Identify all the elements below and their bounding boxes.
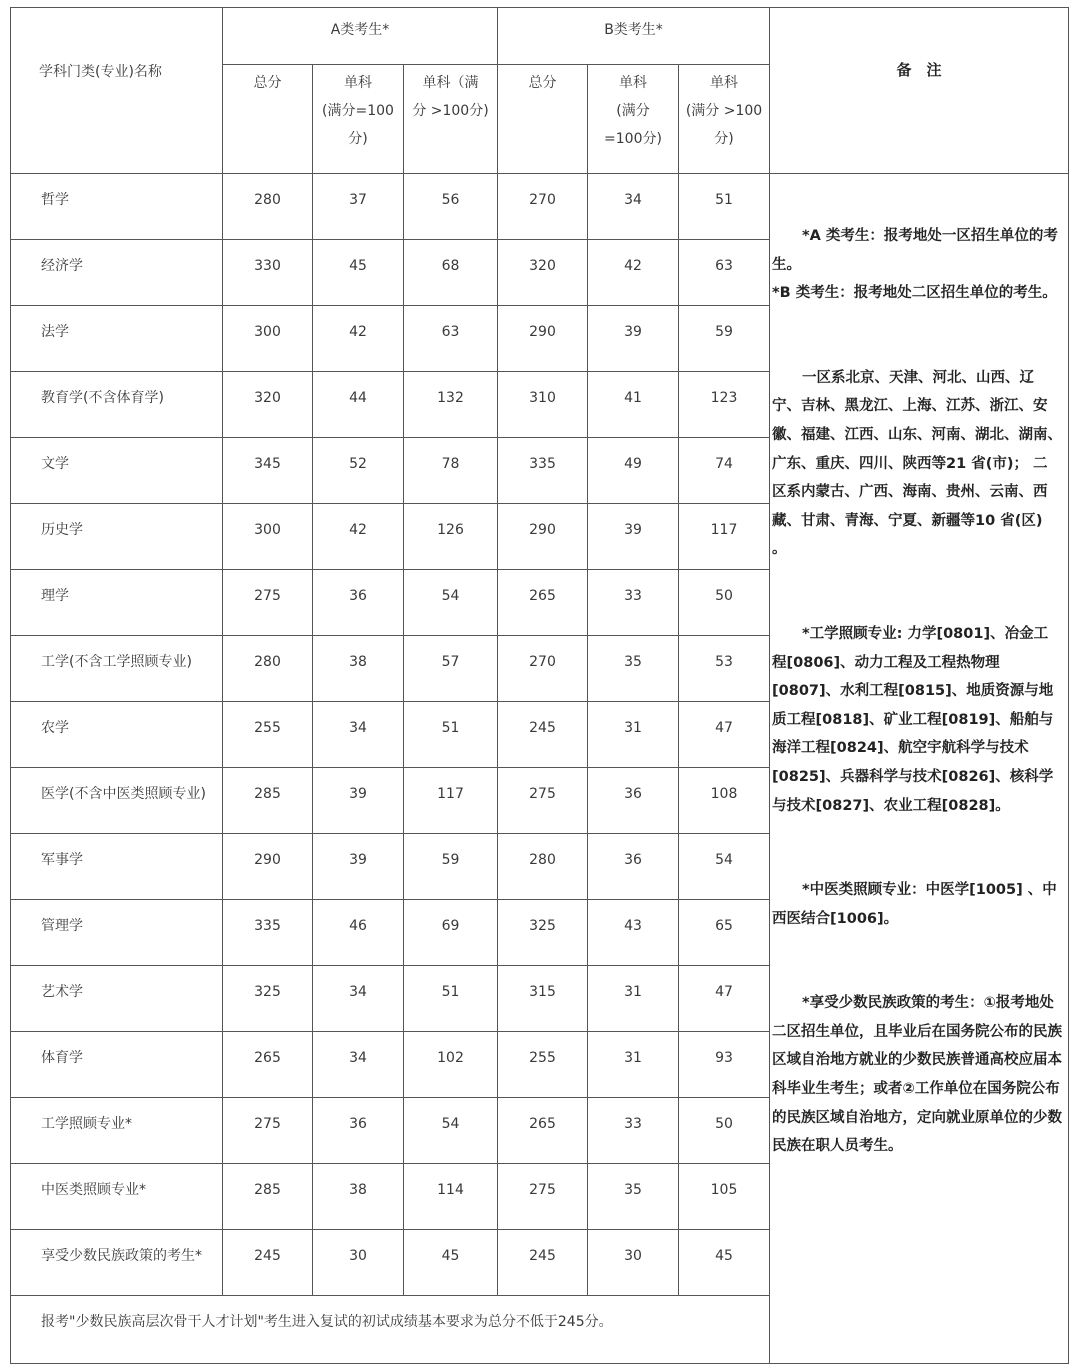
score-cell: 69 — [404, 900, 498, 966]
score-cell: 300 — [223, 504, 313, 570]
footer-note: 报考"少数民族高层次骨干人才计划"考生进入复试的初试成绩基本要求为总分不低于245分。 — [11, 1296, 770, 1364]
score-cell: 38 — [313, 1164, 404, 1230]
score-cell: 290 — [223, 834, 313, 900]
score-cell: 31 — [588, 966, 679, 1032]
group-b-header: B类考生* — [498, 8, 770, 65]
score-cell: 50 — [679, 570, 770, 636]
score-cell: 33 — [588, 1098, 679, 1164]
score-cell: 78 — [404, 438, 498, 504]
score-cell: 57 — [404, 636, 498, 702]
score-cell: 49 — [588, 438, 679, 504]
score-cell: 39 — [588, 504, 679, 570]
score-cell: 54 — [404, 1098, 498, 1164]
score-cell: 275 — [498, 1164, 588, 1230]
score-cell: 270 — [498, 636, 588, 702]
b-total-header: 总分 — [498, 65, 588, 174]
score-cell: 59 — [679, 306, 770, 372]
score-cell: 275 — [498, 768, 588, 834]
score-cell: 38 — [313, 636, 404, 702]
subject-name: 管理学 — [11, 900, 223, 966]
subject-header: 学科门类(专业)名称 — [11, 8, 223, 174]
score-cell: 47 — [679, 702, 770, 768]
subject-name: 军事学 — [11, 834, 223, 900]
score-cell: 30 — [313, 1230, 404, 1296]
score-cell: 325 — [498, 900, 588, 966]
note-regions: 一区系北京、天津、河北、山西、辽宁、吉林、黑龙江、上海、江苏、浙江、安徽、福建、江西、山东、河南、湖北、湖南、广东、重庆、四川、陕西等21 省(市)； 二区系内蒙古、广西、海南、贵州、云南、西藏、甘肃、青海、宁夏、新疆等10 省(区) 。 — [772, 369, 1063, 558]
subject-name: 文学 — [11, 438, 223, 504]
subject-name: 哲学 — [11, 174, 223, 240]
score-cell: 285 — [223, 768, 313, 834]
remarks-header: 备 注 — [770, 8, 1069, 174]
score-table — [10, 7, 1069, 1364]
score-cell: 30 — [588, 1230, 679, 1296]
score-cell: 46 — [313, 900, 404, 966]
score-cell: 41 — [588, 372, 679, 438]
score-cell: 45 — [313, 240, 404, 306]
score-cell: 68 — [404, 240, 498, 306]
score-cell: 31 — [588, 702, 679, 768]
score-cell: 31 — [588, 1032, 679, 1098]
score-cell: 117 — [679, 504, 770, 570]
b-single-gt100-header: 单科 (满分 >100 分) — [679, 65, 770, 174]
score-cell: 34 — [313, 966, 404, 1032]
score-cell: 310 — [498, 372, 588, 438]
score-cell: 39 — [588, 306, 679, 372]
score-cell: 45 — [679, 1230, 770, 1296]
score-cell: 280 — [223, 636, 313, 702]
score-cell: 42 — [313, 504, 404, 570]
score-cell: 34 — [313, 702, 404, 768]
score-cell: 335 — [223, 900, 313, 966]
score-cell: 51 — [404, 966, 498, 1032]
score-cell: 280 — [223, 174, 313, 240]
score-cell: 245 — [223, 1230, 313, 1296]
subject-name: 工学(不含工学照顾专业) — [11, 636, 223, 702]
note-tcm: *中医类照顾专业：中医学[1005] 、中西医结合[1006]。 — [772, 882, 1057, 927]
b-single100-header: 单科 (满分 =100分) — [588, 65, 679, 174]
score-cell: 54 — [404, 570, 498, 636]
score-cell: 63 — [404, 306, 498, 372]
score-cell: 59 — [404, 834, 498, 900]
score-cell: 36 — [313, 1098, 404, 1164]
score-cell: 51 — [679, 174, 770, 240]
score-cell: 65 — [679, 900, 770, 966]
subject-name: 艺术学 — [11, 966, 223, 1032]
score-cell: 35 — [588, 636, 679, 702]
score-cell: 320 — [498, 240, 588, 306]
score-cell: 123 — [679, 372, 770, 438]
score-cell: 325 — [223, 966, 313, 1032]
score-cell: 54 — [679, 834, 770, 900]
score-cell: 63 — [679, 240, 770, 306]
score-cell: 126 — [404, 504, 498, 570]
score-cell: 285 — [223, 1164, 313, 1230]
subject-name: 经济学 — [11, 240, 223, 306]
score-cell: 255 — [498, 1032, 588, 1098]
score-cell: 265 — [498, 1098, 588, 1164]
group-a-header: A类考生* — [223, 8, 498, 65]
score-cell: 280 — [498, 834, 588, 900]
score-cell: 270 — [498, 174, 588, 240]
subject-name: 历史学 — [11, 504, 223, 570]
score-cell: 245 — [498, 702, 588, 768]
score-cell: 74 — [679, 438, 770, 504]
score-cell: 51 — [404, 702, 498, 768]
score-cell: 315 — [498, 966, 588, 1032]
score-cell: 345 — [223, 438, 313, 504]
score-cell: 45 — [404, 1230, 498, 1296]
subject-name: 教育学(不含体育学) — [11, 372, 223, 438]
subject-name: 体育学 — [11, 1032, 223, 1098]
note-engineering: *工学照顾专业: 力学[0801]、冶金工程[0806]、动力工程及工程热物理[0807]、水利工程[0815]、地质资源与地质工程[0818]、矿业工程[0819]、船舶与海洋工程[0824]、航空宇航科学与技术[0825]、兵器科学与技术[0826]、核科学与技术[0827]、农业工程[0828]。 — [772, 625, 1054, 814]
score-cell: 117 — [404, 768, 498, 834]
score-cell: 265 — [223, 1032, 313, 1098]
score-cell: 47 — [679, 966, 770, 1032]
remarks-cell — [770, 174, 1069, 1364]
score-cell: 114 — [404, 1164, 498, 1230]
table-row — [11, 174, 1069, 240]
score-cell: 320 — [223, 372, 313, 438]
score-cell: 108 — [679, 768, 770, 834]
score-cell: 102 — [404, 1032, 498, 1098]
score-cell: 39 — [313, 834, 404, 900]
subject-name: 中医类照顾专业* — [11, 1164, 223, 1230]
note-minority: *享受少数民族政策的考生：①报考地处二区招生单位，且毕业后在国务院公布的民族区域自治地方就业的少数民族普通高校应届本科毕业生考生；或者②工作单位在国务院公布的民族区域自治地方，定向就业原单位的少数民族在职人员考生。 — [772, 995, 1063, 1155]
score-cell: 37 — [313, 174, 404, 240]
score-cell: 105 — [679, 1164, 770, 1230]
score-cell: 36 — [588, 768, 679, 834]
a-single-gt100-header: 单科（满 分 >100分) — [404, 65, 498, 174]
score-cell: 43 — [588, 900, 679, 966]
score-cell: 35 — [588, 1164, 679, 1230]
score-cell: 50 — [679, 1098, 770, 1164]
score-cell: 42 — [588, 240, 679, 306]
score-cell: 39 — [313, 768, 404, 834]
score-cell: 44 — [313, 372, 404, 438]
score-cell: 275 — [223, 1098, 313, 1164]
score-cell: 33 — [588, 570, 679, 636]
score-cell: 330 — [223, 240, 313, 306]
score-cell: 245 — [498, 1230, 588, 1296]
subject-name: 理学 — [11, 570, 223, 636]
score-cell: 34 — [588, 174, 679, 240]
score-cell: 300 — [223, 306, 313, 372]
subject-name: 享受少数民族政策的考生* — [11, 1230, 223, 1296]
note-a-def: *A 类考生：报考地处一区招生单位的考生。 — [772, 228, 1058, 273]
score-cell: 290 — [498, 306, 588, 372]
score-cell: 42 — [313, 306, 404, 372]
score-cell: 56 — [404, 174, 498, 240]
a-total-header: 总分 — [223, 65, 313, 174]
note-b-def: *B 类考生：报考地处二区招生单位的考生。 — [772, 285, 1057, 302]
score-cell: 335 — [498, 438, 588, 504]
score-cell: 93 — [679, 1032, 770, 1098]
subject-name: 医学(不含中医类照顾专业) — [11, 768, 223, 834]
score-cell: 34 — [313, 1032, 404, 1098]
score-cell: 275 — [223, 570, 313, 636]
a-single100-header: 单科 (满分=100 分) — [313, 65, 404, 174]
score-cell: 290 — [498, 504, 588, 570]
subject-name: 工学照顾专业* — [11, 1098, 223, 1164]
score-cell: 52 — [313, 438, 404, 504]
score-cell: 36 — [313, 570, 404, 636]
score-cell: 265 — [498, 570, 588, 636]
subject-name: 法学 — [11, 306, 223, 372]
subject-name: 农学 — [11, 702, 223, 768]
score-cell: 53 — [679, 636, 770, 702]
score-cell: 132 — [404, 372, 498, 438]
score-cell: 255 — [223, 702, 313, 768]
score-cell: 36 — [588, 834, 679, 900]
